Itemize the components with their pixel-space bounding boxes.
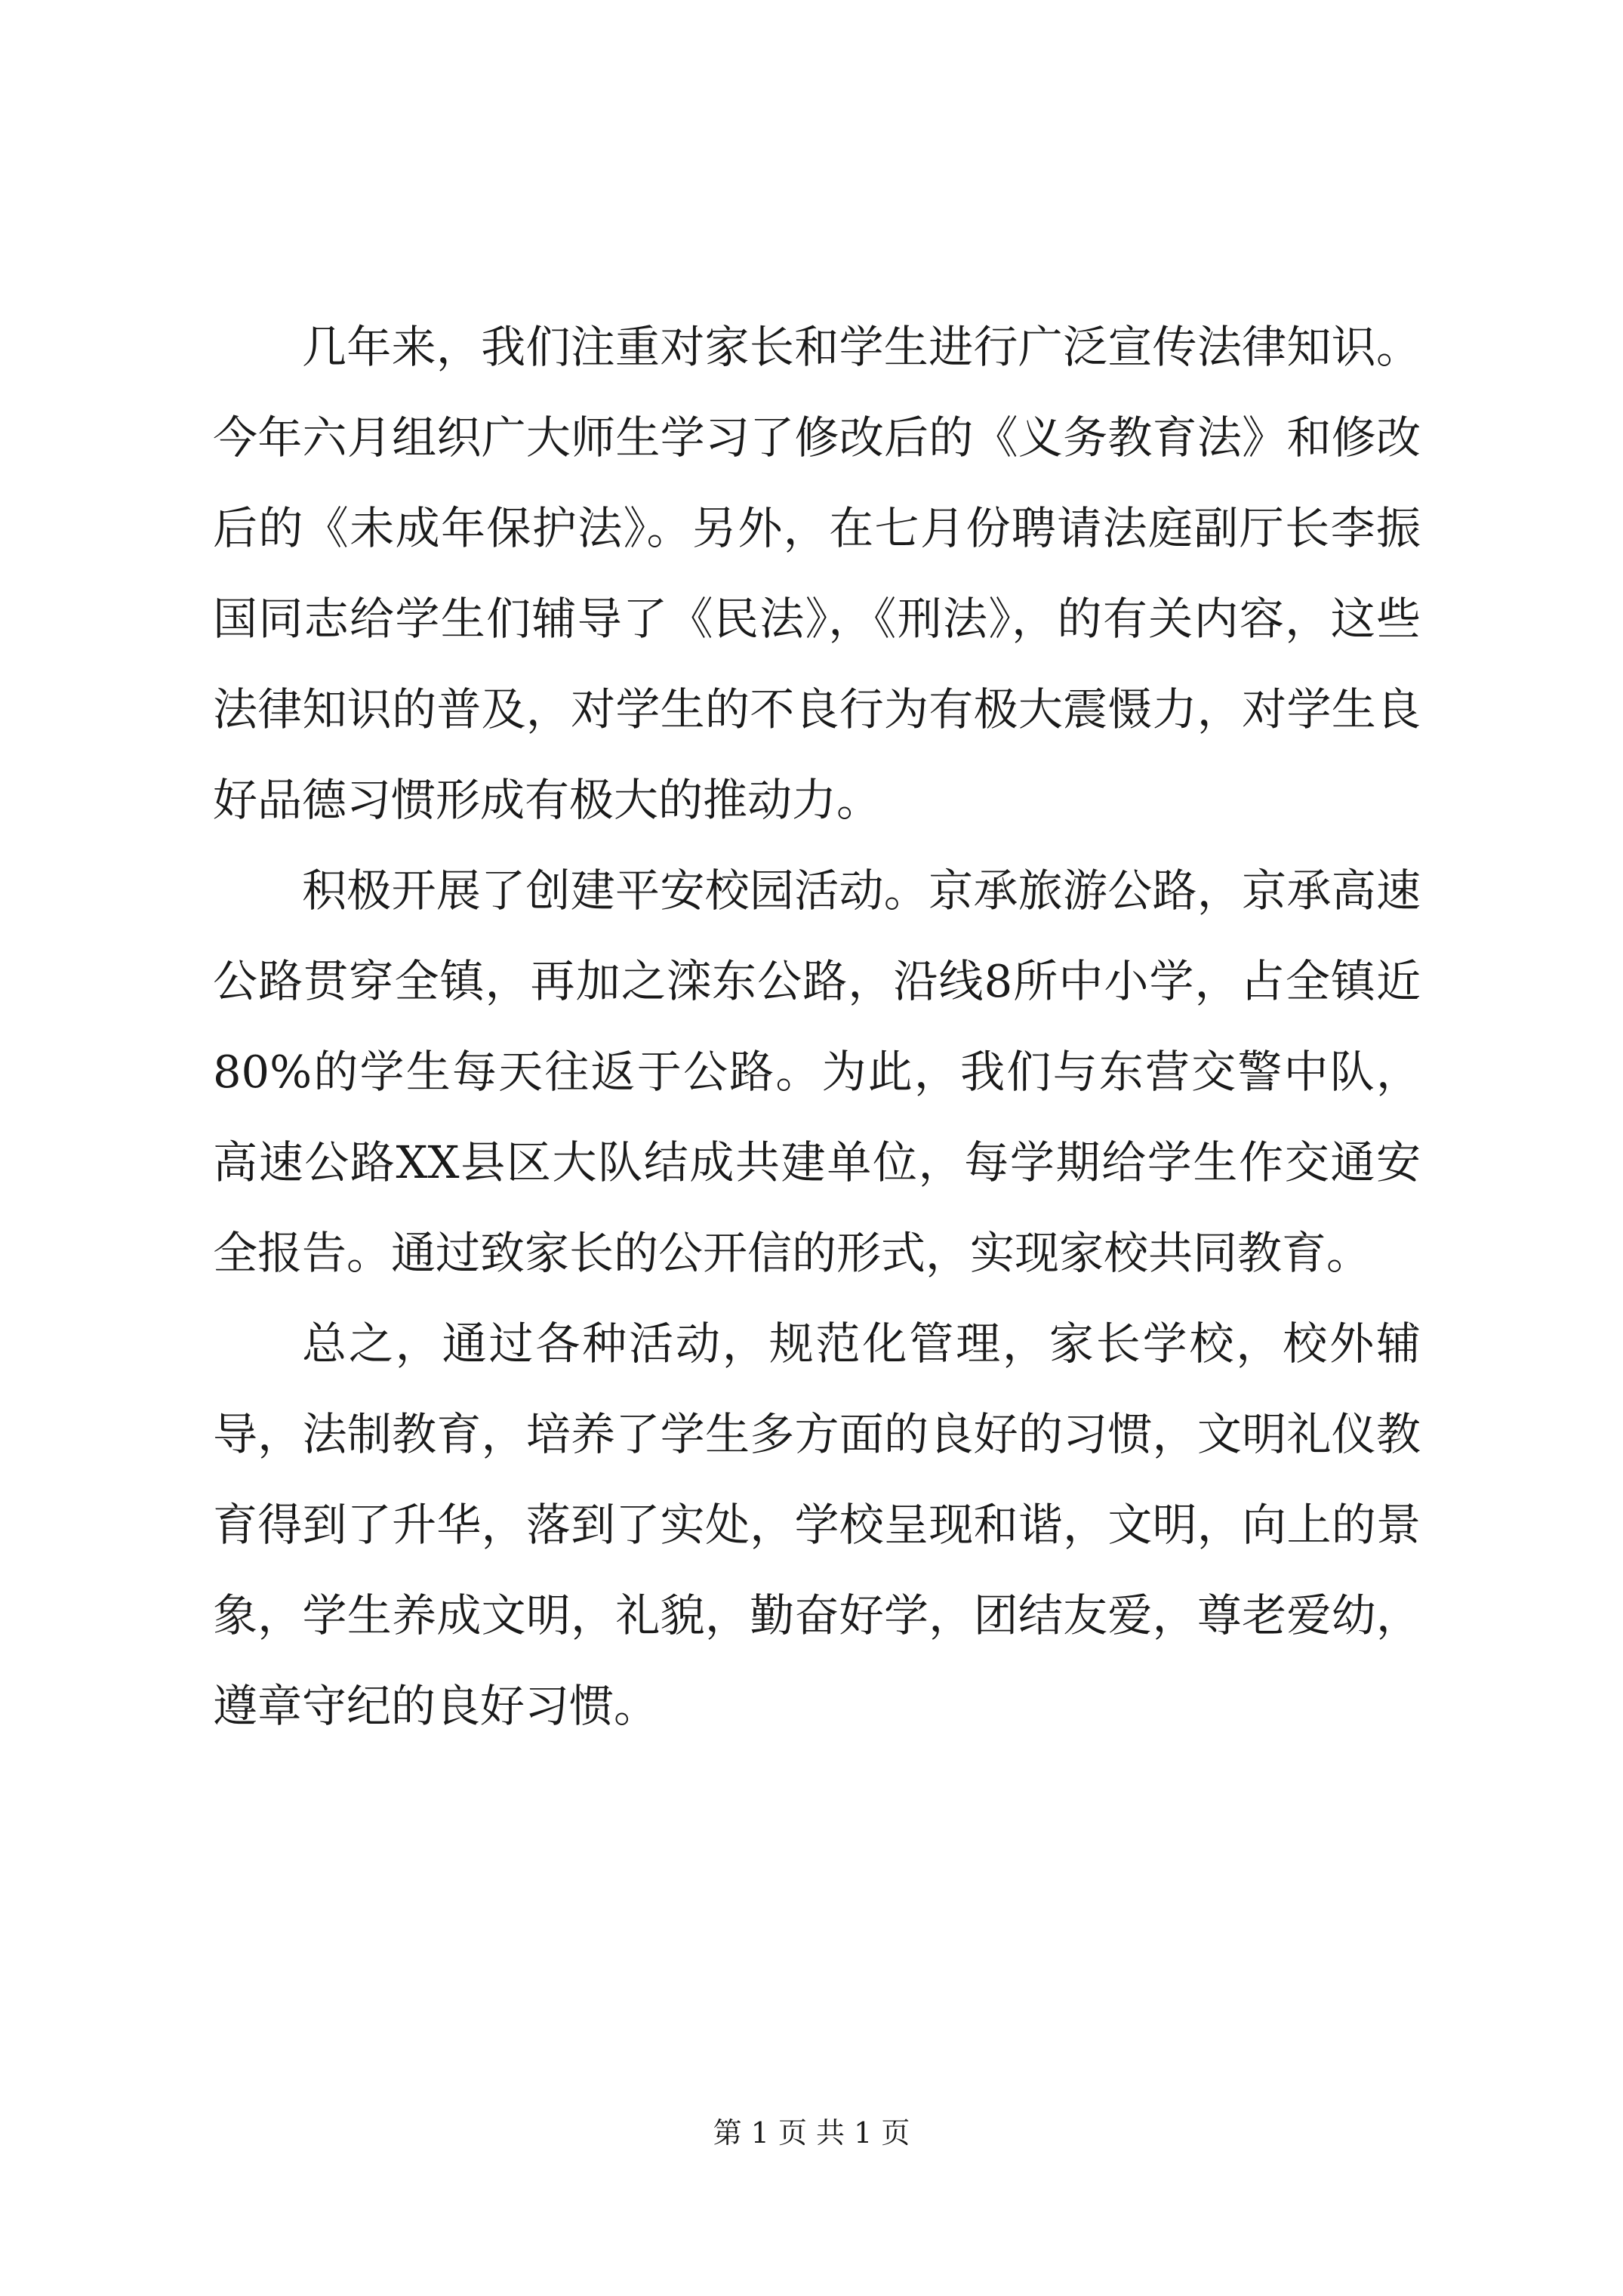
paragraph-safe-campus: 积极开展了创建平安校园活动。京承旅游公路，京承高速公路贯穿全镇，再加之滦东公路，沿线8所中小学，占全镇近80%的学生每天往返于公路。为此，我们与东营交警中队，高速公路XX县区大队结成共建单位，每学期给学生作交通安全报告。通过致家长的公开信的形式，实现家校共同教育。 [213, 864, 1421, 1279]
document-body [213, 302, 1421, 1752]
page-footer: 第 1 页 共 1 页 [713, 2116, 910, 2150]
paragraph-legal-education: 几年来，我们注重对家长和学生进行广泛宣传法律知识。今年六月组织广大师生学习了修改后的《义务教育法》和修改后的《未成年保护法》。另外，在七月份聘请法庭副厅长李振国同志给学生们辅导了《民法》，《刑法》，的有关内容，这些法律知识的普及，对学生的不良行为有极大震慑力，对学生良好品德习惯形成有极大的推动力。 [213, 321, 1421, 826]
paragraph-summary: 总之，通过各种活动，规范化管理，家长学校，校外辅导，法制教育，培养了学生多方面的良好的习惯，文明礼仪教育得到了升华，落到了实处，学校呈现和谐，文明，向上的景象，学生养成文明，礼貌，勤奋好学，团结友爱，尊老爱幼，遵章守纪的良好习惯。 [213, 1318, 1421, 1732]
